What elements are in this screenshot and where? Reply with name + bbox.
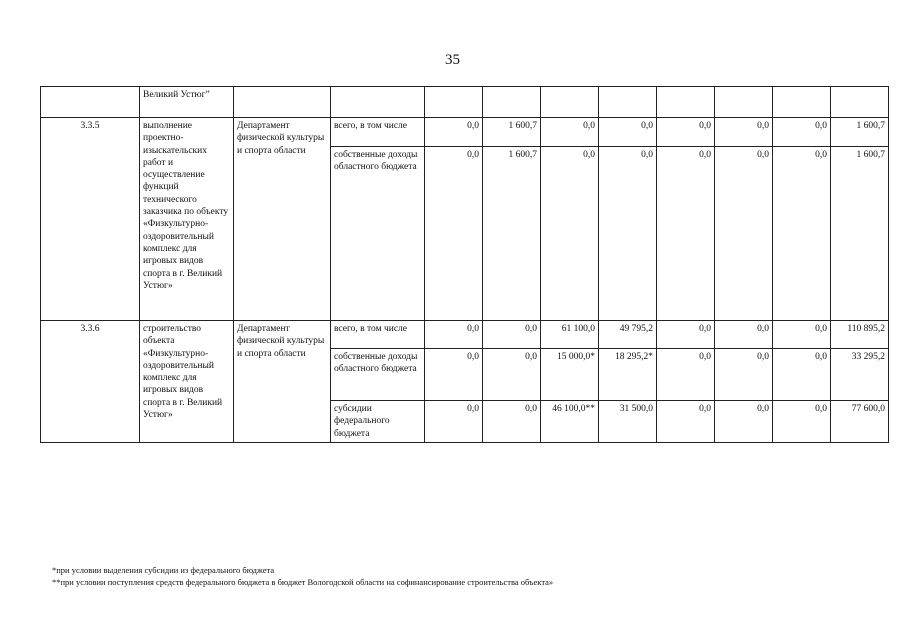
cell-value: 0,0 [657,401,715,443]
page-number: 35 [445,52,460,68]
cell-executor [234,87,331,118]
cell-source [331,87,425,118]
cell-value: 0,0 [483,401,541,443]
cell-value: 1 600,7 [831,118,889,147]
cell-value: 0,0 [773,349,831,401]
cell-value: 0,0 [541,147,599,321]
cell-source: всего, в том числе [331,118,425,147]
cell-value: 0,0 [425,401,483,443]
cell-source: собственные доходы областного бюджета [331,349,425,401]
cell-value: 1 600,7 [483,147,541,321]
cell-value: 110 895,2 [831,321,889,349]
cell-value: 49 795,2 [599,321,657,349]
footnotes [52,564,553,588]
cell-value: 0,0 [773,147,831,321]
cell-value: 0,0 [657,118,715,147]
cell-value: 0,0 [425,321,483,349]
budget-table [40,86,889,443]
cell-executor: Департамент физической культуры и спорта области [234,321,331,443]
cell-name: строительство объекта «Физкультурно-оздоровительный комплекс для игровых видов спорта в г. Великий Устюг» [140,321,234,443]
cell-value: 15 000,0* [541,349,599,401]
cell-source: субсидии федерального бюджета [331,401,425,443]
cell-value: 0,0 [773,401,831,443]
cell-value: 0,0 [715,349,773,401]
cell-value: 77 600,0 [831,401,889,443]
cell-value: 0,0 [657,147,715,321]
cell-value: 1 600,7 [831,147,889,321]
cell-value: 0,0 [599,118,657,147]
cell-value: 0,0 [715,321,773,349]
footnote: *при условии выделения субсидии из федерального бюджета [52,565,275,575]
cell-code: 3.3.6 [41,321,140,443]
cell-value: 18 295,2* [599,349,657,401]
cell-value: 0,0 [541,118,599,147]
cell-value: 61 100,0 [541,321,599,349]
cell-value: 0,0 [773,118,831,147]
cell-value: 31 500,0 [599,401,657,443]
cell-value: 0,0 [425,147,483,321]
cell-value: 0,0 [425,349,483,401]
cell-value: 0,0 [425,118,483,147]
cell-source: собственные доходы областного бюджета [331,147,425,321]
cell-value: 0,0 [715,401,773,443]
cell-value: 0,0 [483,349,541,401]
footnote: **при условии поступления средств федерального бюджета в бюджет Вологодской области на софинансирование строительства объекта» [52,577,554,587]
cell-source: всего, в том числе [331,321,425,349]
cell-value: 0,0 [657,321,715,349]
cell-value: 46 100,0** [541,401,599,443]
table-row [41,321,889,349]
table-row [41,87,889,118]
cell-name: выполнение проектно-изыскательских работ и осуществление функций технического заказчика по объекту «Физкультурно-оздоровительный комплекс для игровых видов спорта в г. Великий Устюг» [140,118,234,321]
cell-value: 1 600,7 [483,118,541,147]
cell-value: 0,0 [715,118,773,147]
cell-value: 0,0 [715,147,773,321]
cell-executor: Департамент физической культуры и спорта области [234,118,331,321]
table-row [41,118,889,147]
cell-name: Великий Устюг” [140,87,234,118]
cell-code [41,87,140,118]
cell-value: 0,0 [483,321,541,349]
cell-code: 3.3.5 [41,118,140,321]
cell-value: 0,0 [599,147,657,321]
cell-value: 0,0 [773,321,831,349]
cell-value: 33 295,2 [831,349,889,401]
cell-value: 0,0 [657,349,715,401]
